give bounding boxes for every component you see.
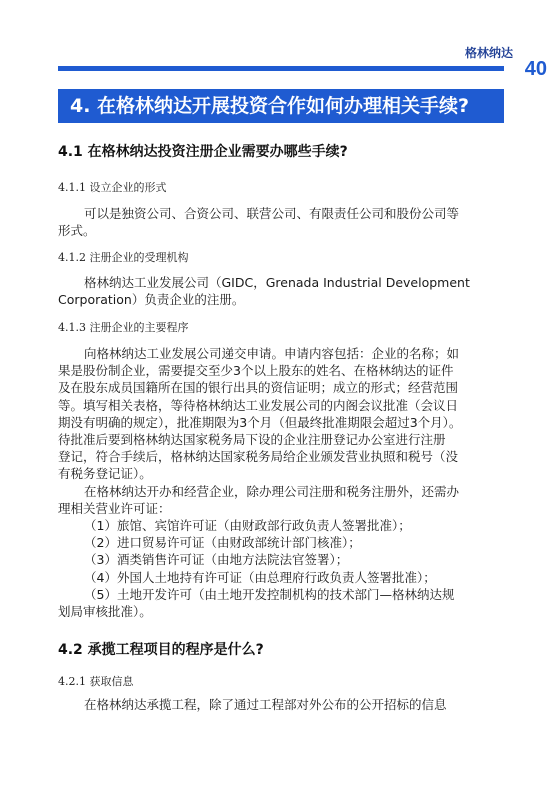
license-list-item: （3）酒类销售许可证（由地方法院法官签署）； [84,552,349,568]
text-line: 在格林纳达承揽工程，除了通过工程部对外公布的公开招标的信息 [84,697,447,712]
paragraph-4-1-3-procedure [58,345,504,620]
text-line: 有税务登记证）。 [58,466,152,482]
text-line: 果是股份制企业，需要提交至少3个以上股东的姓名、在格林纳达的证件 [58,363,454,379]
text-line: 待批准后要到格林纳达国家税务局下设的企业注册登记办公室进行注册 [58,432,446,448]
text-line: 形式。 [58,223,96,239]
paragraph-4-2-1 [58,696,504,713]
license-list-item: （2）进口贸易许可证（由财政部统计部门核准）； [84,535,361,551]
running-header-title: 格林纳达 [464,46,513,60]
text-line: 期没有明确的规定），批准期限为3个月（但最终批准期限会超过3个月）。 [58,414,462,430]
page-number: 40 [524,58,547,80]
text-line: 等。填写相关表格，等待格林纳达工业发展公司的内阁会议批准（会议日 [58,397,459,413]
text-line: Corporation）负责企业的注册。 [58,292,245,308]
text-line: 及在股东成员国籍所在国的银行出具的资信证明；成立的形式；经营范围 [58,380,459,396]
license-list-item: （5）土地开发许可（由土地开发控制机构的技术部门—格林纳达规 [84,586,455,602]
text-line: 理相关营业许可证： [58,500,171,516]
text-line: 可以是独资公司、合资公司、联营公司、有限责任公司和股份公司等 [84,206,460,221]
subheading-4-1-1: 4.1.1 设立企业的形式 [58,181,167,194]
paragraph-4-1-1 [58,205,504,239]
section-heading-4-1: 4.1 在格林纳达投资注册企业需要办哪些手续? [58,144,348,160]
license-list-item: （1）旅馆、宾馆许可证（由财政部行政负责人签署批准）； [84,518,411,534]
text-line: 登记，符合手续后，格林纳达国家税务局给企业颁发营业执照和税号（没 [58,449,459,465]
header-rule [58,66,504,71]
text-line: 划局审核批准）。 [58,604,152,620]
subheading-4-1-3: 4.1.3 注册企业的主要程序 [58,321,189,334]
text-line: 格林纳达工业发展公司（GIDC，Grenada Industrial Development [84,275,470,290]
paragraph-4-1-2 [58,274,504,308]
text-line: 在格林纳达开办和经营企业，除办理公司注册和税务注册外，还需办 [84,483,460,499]
subheading-4-1-2: 4.1.2 注册企业的受理机构 [58,251,189,264]
text-line: 向格林纳达工业发展公司递交申请。申请内容包括：企业的名称；如 [84,346,460,361]
section-heading-4-2: 4.2 承揽工程项目的程序是什么? [58,642,264,658]
chapter-title-banner: 4. 在格林纳达开展投资合作如何办理相关手续? [58,89,504,123]
subheading-4-2-1: 4.2.1 获取信息 [58,675,134,688]
license-list-item: （4）外国人土地持有许可证（由总理府行政负责人签署批准）； [84,569,436,585]
